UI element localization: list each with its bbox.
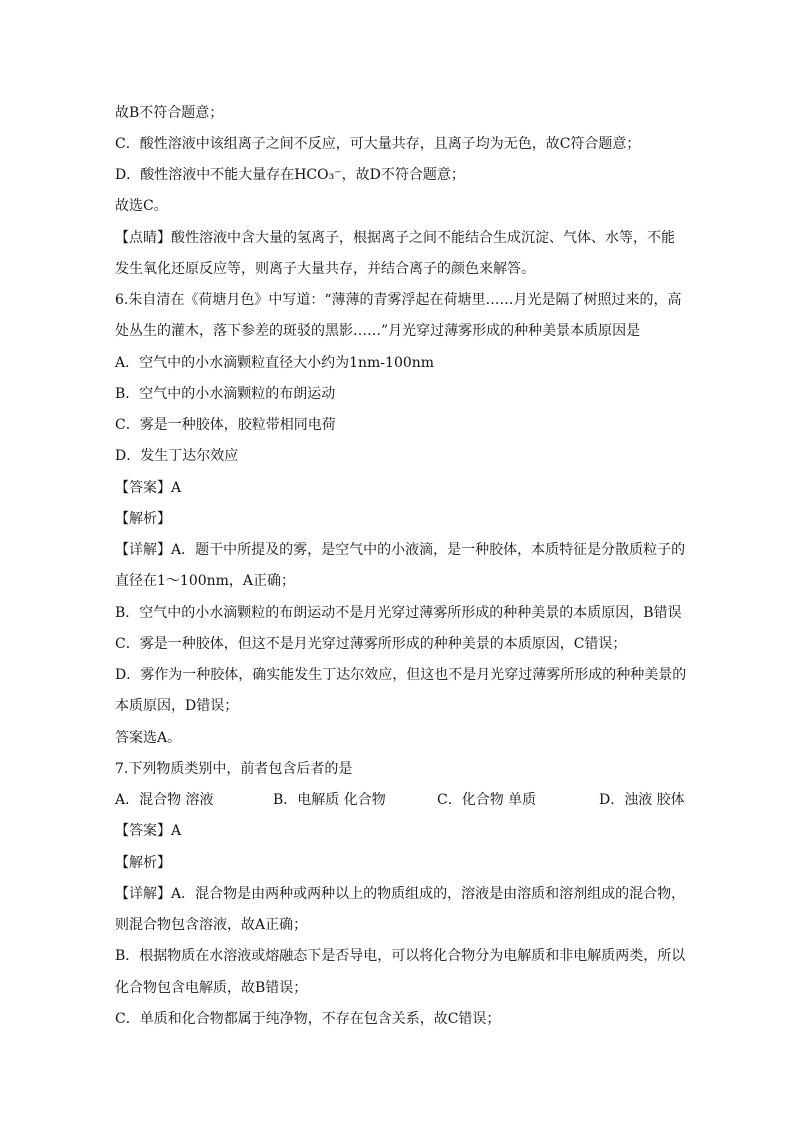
detail-text: C．单质和化合物都属于纯净物，不存在包含关系，故C错误； xyxy=(115,1011,501,1027)
question-6-stem: 处丛生的灌木，落下参差的斑驳的黑影……”月光穿过薄雾形成的种种美景本质原因是 xyxy=(115,323,641,339)
option-c: C．雾是一种胶体，胶粒带相同电荷 xyxy=(115,417,336,433)
option-c: C．化合物 单质 xyxy=(437,792,537,808)
detail-text: C．雾是一种胶体，但这不是月光穿过薄雾所形成的种种美景的本质原因，C错误； xyxy=(115,636,627,652)
text-line: C．酸性溶液中该组离子之间不反应，可大量共存，且离子均为无色，故C符合题意； xyxy=(115,136,641,152)
detail-text: 本质原因，D错误； xyxy=(115,698,239,714)
detail-text: 直径在1～100nm，A正确； xyxy=(115,573,296,589)
text-line: 【点睛】酸性溶液中含大量的氢离子，根据离子之间不能结合生成沉淀、气体、水等，不能 xyxy=(115,230,675,246)
question-7-stem: 7.下列物质类别中，前者包含后者的是 xyxy=(115,761,353,777)
option-b: B．电解质 化合物 xyxy=(273,792,386,808)
option-d: D．浊液 胶体 xyxy=(599,792,685,808)
detail-text: 【详解】A．题干中所提及的雾，是空气中的小液滴，是一种胶体，本质特征是分散质粒子的 xyxy=(115,542,686,558)
text-line: 发生氧化还原反应等，则离子大量共存，并结合离子的颜色来解答。 xyxy=(115,261,535,277)
text-line: 故B不符合题意； xyxy=(115,105,224,121)
question-6-stem: 6.朱自清在《荷塘月色》中写道：“薄薄的青雾浮起在荷塘里……月光是隔了树照过来的，高 xyxy=(115,292,682,308)
text-line: 故选C。 xyxy=(115,198,168,214)
detail-text: 【详解】A．混合物是由两种或两种以上的物质组成的，溶液是由溶质和溶剂组成的混合物， xyxy=(115,886,686,902)
text-line: D．酸性溶液中不能大量存在HCO₃⁻，故D不符合题意； xyxy=(115,167,465,183)
detail-text: B．空气中的小水滴颗粒的布朗运动不是月光穿过薄雾所形成的种种美景的本质原因，B错误 xyxy=(115,605,682,621)
option-d: D．发生丁达尔效应 xyxy=(115,448,239,464)
conclusion-text: 答案选A。 xyxy=(115,730,182,746)
analysis-label: 【解析】 xyxy=(115,511,171,527)
detail-text: B．根据物质在水溶液或熔融态下是否导电，可以将化合物分为电解质和非电解质两类，所以 xyxy=(115,948,686,964)
option-a: A．混合物 溶液 xyxy=(115,792,214,808)
answer-label: 【答案】A xyxy=(115,823,182,839)
analysis-label: 【解析】 xyxy=(115,855,171,871)
detail-text: 化合物包含电解质，故B错误； xyxy=(115,980,308,996)
answer-label: 【答案】A xyxy=(115,480,182,496)
option-a: A．空气中的小水滴颗粒直径大小约为1nm-100nm xyxy=(115,355,435,371)
option-b: B．空气中的小水滴颗粒的布朗运动 xyxy=(115,386,336,402)
detail-text: 则混合物包含溶液，故A正确； xyxy=(115,917,308,933)
detail-text: D．雾作为一种胶体，确实能发生丁达尔效应，但这也不是月光穿过薄雾所形成的种种美景的 xyxy=(115,667,687,683)
